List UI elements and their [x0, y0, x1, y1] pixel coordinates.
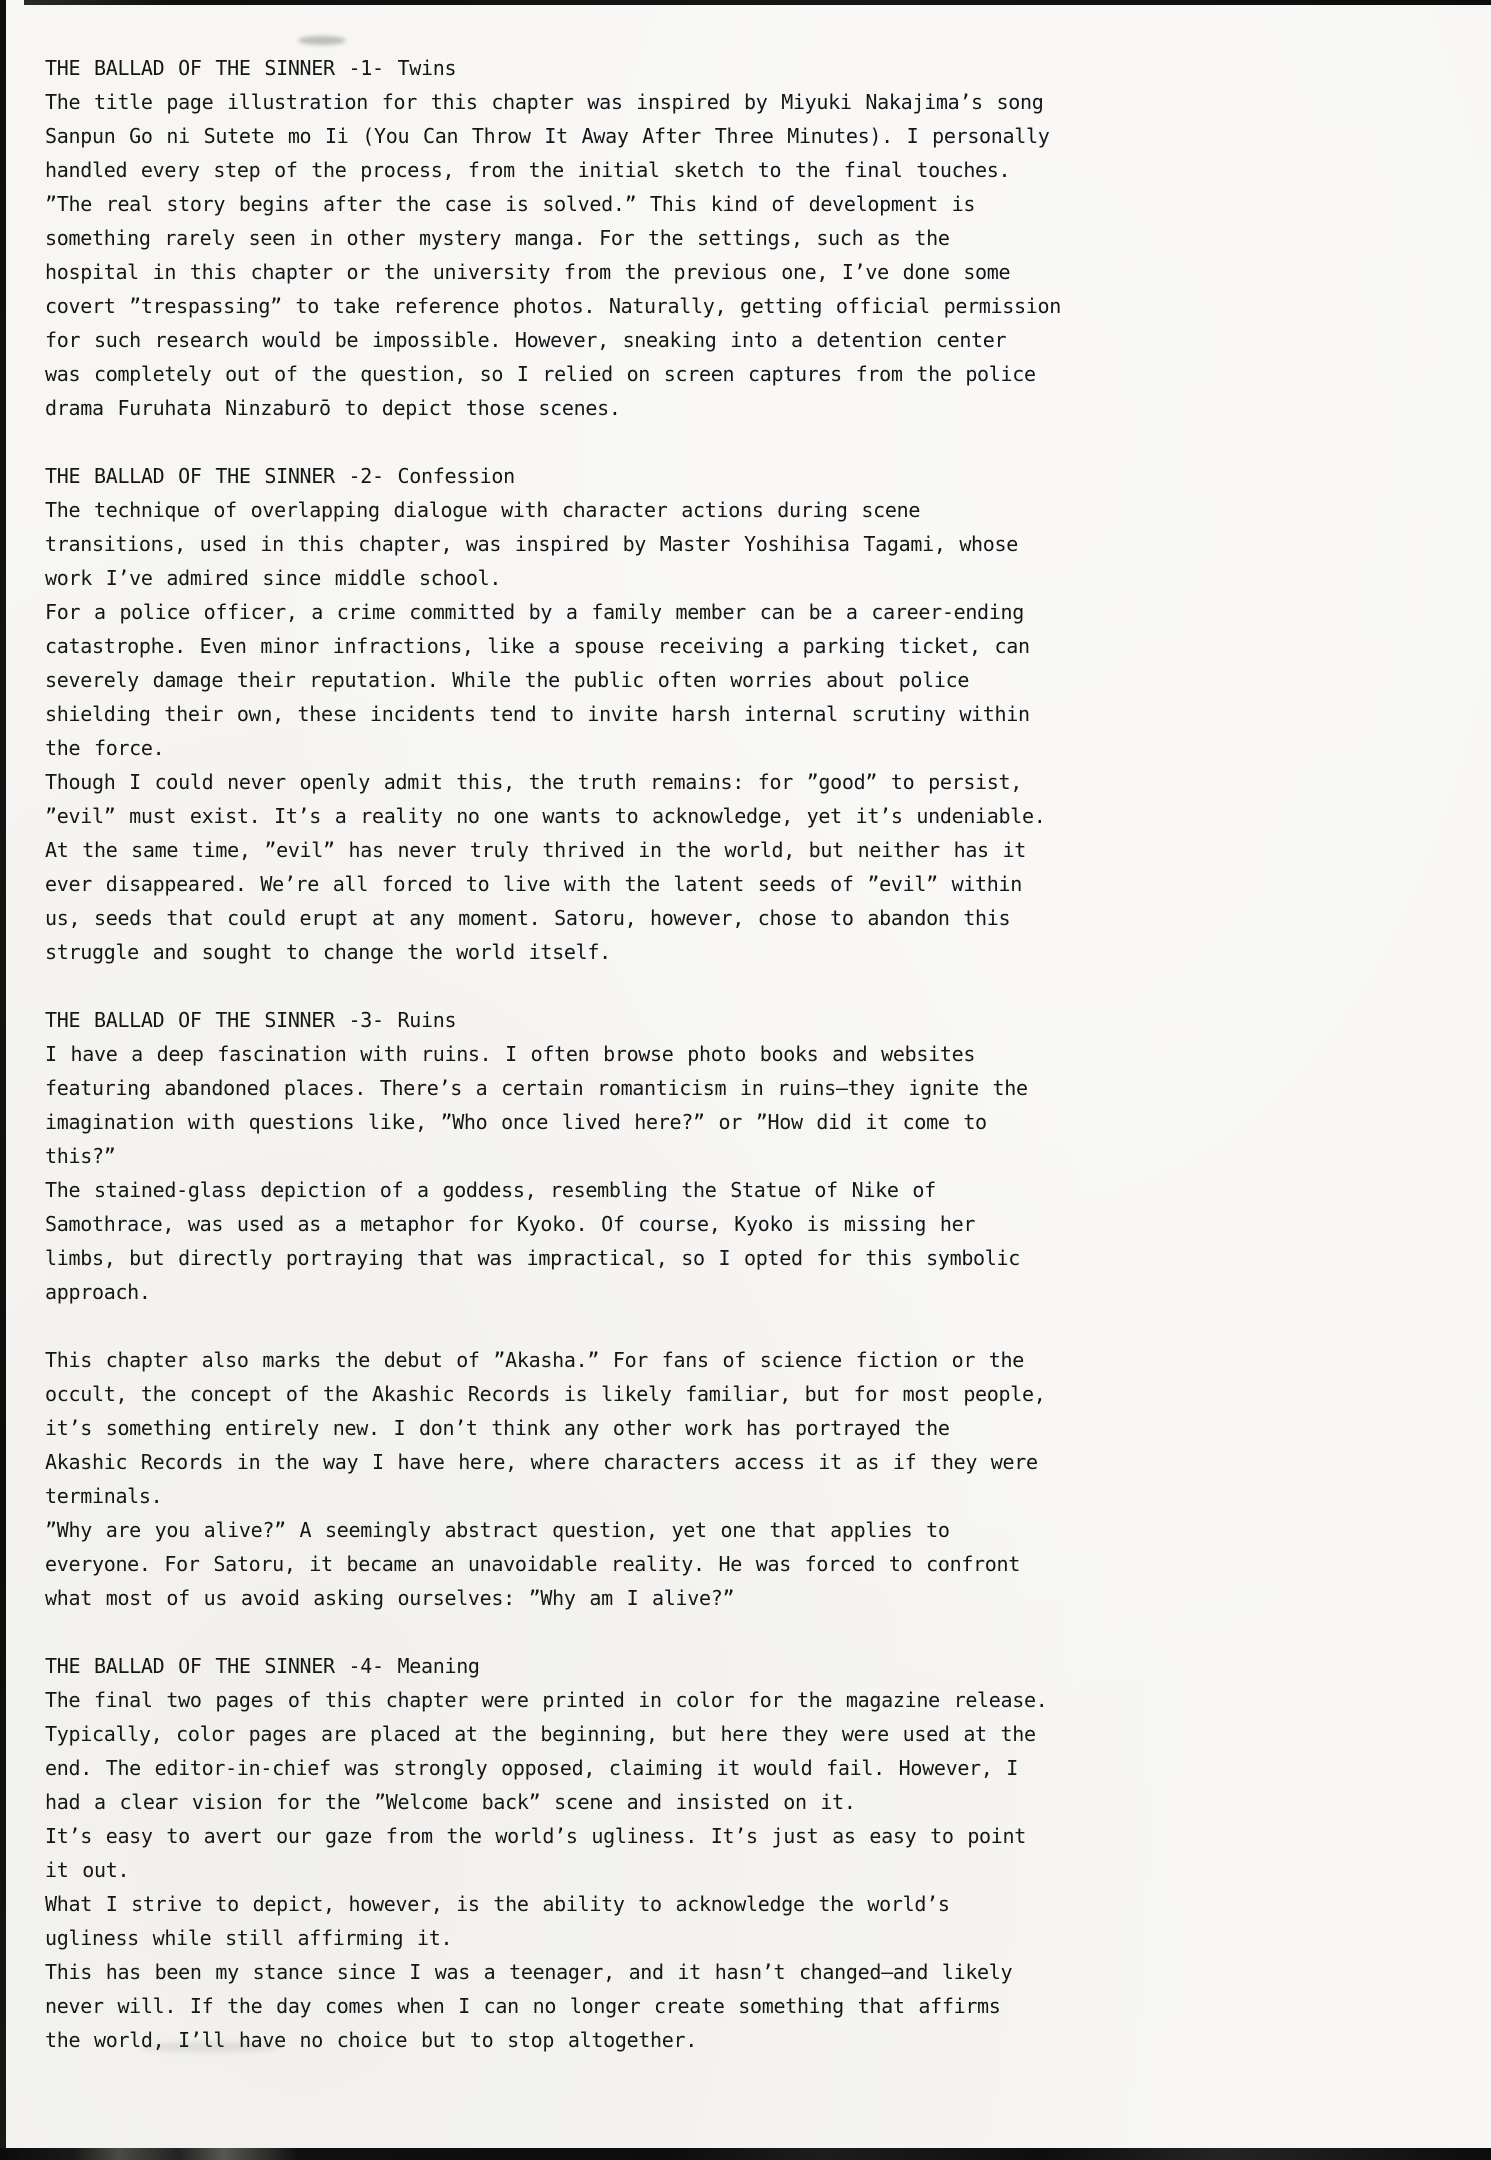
text-line: ever disappeared. We’re all forced to live with the latent seeds of ”evil” within: [45, 872, 1023, 896]
text-line: catastrophe. Even minor infractions, like a spouse receiving a parking ticket, can: [45, 634, 1030, 658]
text-line: limbs, but directly portraying that was impractical, so I opted for this symbolic: [45, 1246, 1021, 1270]
text-line: Though I could never openly admit this, the truth remains: for ”good” to persist,: [45, 770, 1023, 794]
text-line: imagination with questions like, ”Who once lived here?” or ”How did it come to: [45, 1110, 987, 1134]
scan-edge-top: [24, 0, 1491, 5]
text-line: it’s something entirely new. I don’t think any other work has portrayed the: [45, 1416, 950, 1440]
text-line: it out.: [45, 1858, 130, 1882]
text-line: occult, the concept of the Akashic Records is likely familiar, but for most people,: [45, 1382, 1046, 1406]
text-line: end. The editor-in-chief was strongly opposed, claiming it would fail. However, I: [45, 1756, 1019, 1780]
text-line: work I’ve admired since middle school.: [45, 566, 502, 590]
text-line: handled every step of the process, from the initial sketch to the final touches.: [45, 158, 1011, 182]
scan-edge-left: [0, 0, 6, 2160]
text-line: what most of us avoid asking ourselves: ”Why am I alive?”: [45, 1586, 735, 1610]
text-line: hospital in this chapter or the university from the previous one, I’ve done some: [45, 260, 1011, 284]
text-line: The final two pages of this chapter were printed in color for the magazine release.: [45, 1688, 1048, 1712]
text-line: I have a deep fascination with ruins. I often browse photo books and websites: [45, 1042, 976, 1066]
text-line: was completely out of the question, so I relied on screen captures from the police: [45, 362, 1036, 386]
section: [45, 459, 1130, 969]
paragraph: [45, 493, 1130, 969]
text-line: featuring abandoned places. There’s a certain romanticism in ruins—they ignite the: [45, 1076, 1028, 1100]
text-line: At the same time, ”evil” has never truly thrived in the world, but neither has it: [45, 838, 1027, 862]
section: [45, 1003, 1130, 1615]
text-line: struggle and sought to change the world itself.: [45, 940, 611, 964]
text-line: transitions, used in this chapter, was inspired by Master Yoshihisa Tagami, whose: [45, 532, 1019, 556]
text-line: Sanpun Go ni Sutete mo Ii (You Can Throw It Away After Three Minutes). I personally: [45, 124, 1050, 148]
text-line: the force.: [45, 736, 165, 760]
section-heading: THE BALLAD OF THE SINNER -2- Confession: [45, 464, 515, 488]
text-line: ”evil” must exist. It’s a reality no one wants to acknowledge, yet it’s undeniable.: [45, 804, 1046, 828]
pencil-smudge: [298, 36, 346, 45]
paragraph: [45, 1037, 1130, 1309]
text-line: covert ”trespassing” to take reference photos. Naturally, getting official permission: [45, 294, 1061, 318]
text-line: had a clear vision for the ”Welcome back” scene and insisted on it.: [45, 1790, 856, 1814]
text-line: for such research would be impossible. However, sneaking into a detention center: [45, 328, 1007, 352]
text-line: Samothrace, was used as a metaphor for Kyoko. Of course, Kyoko is missing her: [45, 1212, 976, 1236]
text-line: terminals.: [45, 1484, 163, 1508]
paragraph: [45, 1683, 1130, 2057]
text-line: never will. If the day comes when I can no longer create something that affirms: [45, 1994, 1001, 2018]
text-line: severely damage their reputation. While the public often worries about police: [45, 668, 970, 692]
section: [45, 1649, 1130, 2057]
text-line: Akashic Records in the way I have here, where characters access it as if they were: [45, 1450, 1038, 1474]
text-line: This has been my stance since I was a teenager, and it hasn’t changed—and likely: [45, 1960, 1013, 1984]
text-line: us, seeds that could erupt at any moment. Satoru, however, chose to abandon this: [45, 906, 1011, 930]
text-line: the world, I’ll have no choice but to stop altogether.: [45, 2028, 698, 2052]
text-line: The technique of overlapping dialogue with character actions during scene: [45, 498, 921, 522]
text-line: This chapter also marks the debut of ”Akasha.” For fans of science fiction or the: [45, 1348, 1025, 1372]
section: [45, 51, 1130, 425]
section-heading: THE BALLAD OF THE SINNER -3- Ruins: [45, 1008, 457, 1032]
text-line: ”Why are you alive?” A seemingly abstract question, yet one that applies to: [45, 1518, 950, 1542]
scan-edge-bottom: [0, 2148, 1491, 2160]
text-line: ugliness while still affirming it.: [45, 1926, 453, 1950]
text-line: The title page illustration for this chapter was inspired by Miyuki Nakajima’s song: [45, 90, 1044, 114]
text-line: It’s easy to avert our gaze from the world’s ugliness. It’s just as easy to point: [45, 1824, 1027, 1848]
text-line: this?”: [45, 1144, 116, 1168]
section-heading: THE BALLAD OF THE SINNER -1- Twins: [45, 56, 457, 80]
section-heading: THE BALLAD OF THE SINNER -4- Meaning: [45, 1654, 480, 1678]
text-line: shielding their own, these incidents tend to invite harsh internal scrutiny within: [45, 702, 1030, 726]
text-line: something rarely seen in other mystery manga. For the settings, such as the: [45, 226, 950, 250]
paragraph: [45, 1343, 1130, 1615]
text-line: ”The real story begins after the case is solved.” This kind of development is: [45, 192, 976, 216]
afterword-text: [45, 51, 1130, 2057]
text-line: approach.: [45, 1280, 151, 1304]
text-line: drama Furuhata Ninzaburō to depict those scenes.: [45, 396, 621, 420]
text-line: For a police officer, a crime committed by a family member can be a career-ending: [45, 600, 1025, 624]
paragraph: [45, 85, 1130, 425]
text-line: The stained-glass depiction of a goddess, resembling the Statue of Nike of: [45, 1178, 936, 1202]
text-line: everyone. For Satoru, it became an unavoidable reality. He was forced to confront: [45, 1552, 1021, 1576]
text-line: What I strive to depict, however, is the ability to acknowledge the world’s: [45, 1892, 950, 1916]
text-line: Typically, color pages are placed at the beginning, but here they were used at the: [45, 1722, 1036, 1746]
